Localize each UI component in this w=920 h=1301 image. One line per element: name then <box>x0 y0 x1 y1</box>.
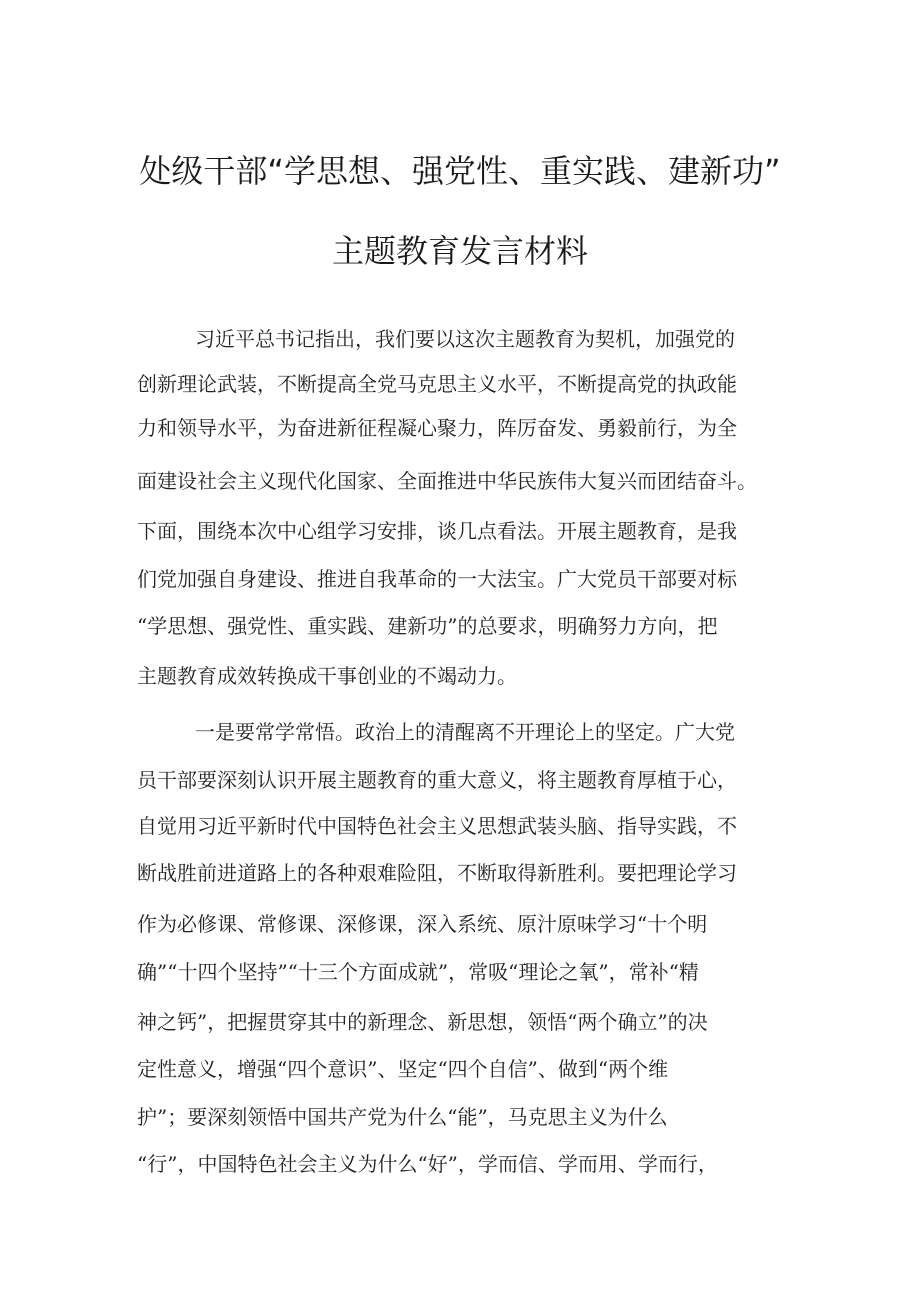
body-line: 作为必修课、常修课、深修课，深入系统、原汁原味学习“十个明 <box>137 912 708 936</box>
body-line: 断战胜前进道路上的各种艰难险阻，不断取得新胜利。要把理论学习 <box>137 861 737 885</box>
document-title-line-1: 处级干部“学思想、强党性、重实践、建新功” <box>139 152 781 190</box>
body-line: 主题教育成效转换成干事创业的不竭动力。 <box>137 664 517 688</box>
body-line: 下面，围绕本次中心组学习安排，谈几点看法。开展主题教育，是我 <box>137 519 737 543</box>
body-line: 创新理论武装，不断提高全党马克思主义水平，不断提高党的执政能 <box>137 372 737 396</box>
body-line: 力和领导水平，为奋进新征程凝心聚力，阵厉奋发、勇毅前行，为全 <box>137 416 737 440</box>
document-title-line-2: 主题教育发言材料 <box>331 232 588 270</box>
body-line: 定性意义，增强“四个意识”、坚定“四个自信”、做到“两个维 <box>137 1057 669 1081</box>
body-line: 习近平总书记指出，我们要以这次主题教育为契机，加强党的 <box>195 327 735 351</box>
body-line: 一是要常学常悟。政治上的清醒离不开理论上的坚定。广大党 <box>195 720 735 744</box>
body-line: 们党加强自身建设、推进自我革命的一大法宝。广大党员干部要对标 <box>137 567 737 591</box>
body-line: 神之钙”，把握贯穿其中的新理念、新思想，领悟“两个确立”的决 <box>137 1010 708 1034</box>
body-line: 确”“十四个坚持”“十三个方面成就”，常吸“理论之氧”，常补“精 <box>137 960 699 984</box>
body-line: “学思想、强党性、重实践、建新功”的总要求，明确努力方向，把 <box>137 614 718 638</box>
body-line: 自觉用习近平新时代中国特色社会主义思想武装头脑、指导实践，不 <box>137 814 737 838</box>
body-line: 护”；要深刻领悟中国共产党为什么“能”，马克思主义为什么 <box>137 1105 668 1129</box>
body-line: 员干部要深刻认识开展主题教育的重大意义，将主题教育厚植于心， <box>137 768 737 792</box>
body-line: “行”，中国特色社会主义为什么“好”，学而信、学而用、学而行， <box>137 1152 718 1176</box>
body-line: 面建设社会主义现代化国家、全面推进中华民族伟大复兴而团结奋斗。 <box>137 469 757 493</box>
